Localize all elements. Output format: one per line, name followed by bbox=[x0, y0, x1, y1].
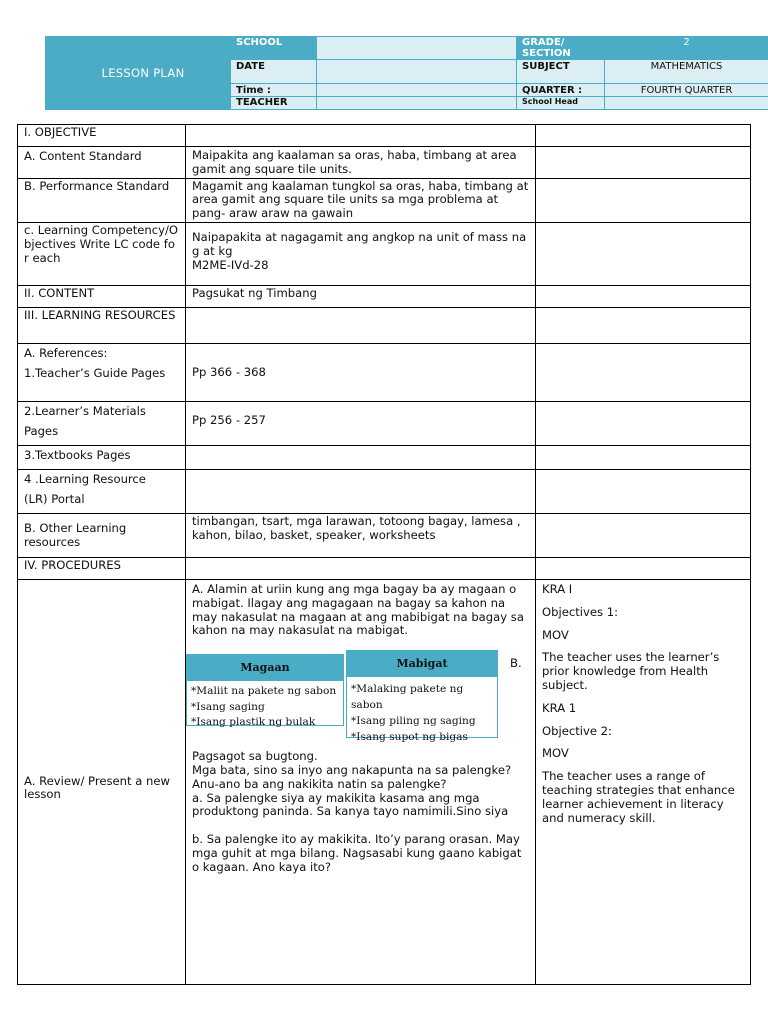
list-item: *Isang supot ng bigas bbox=[351, 731, 468, 744]
time-label: Time : bbox=[231, 84, 316, 96]
activity-a-text: A. Alamin at uriin kung ang mga bagay ba ay magaan o mabigat. Ilagay ang magagaan na bagay sa kahon na may nakasulat na magaan at ang mabibigat na bagay sa kahon na may nakasulat na mabigat. bbox=[192, 581, 524, 638]
table-row bbox=[18, 178, 751, 222]
other-resources-value: timbangan, tsart, mga larawan, totoong bagay, lamesa , kahon, bilao, basket, speaker, worksheets bbox=[186, 513, 536, 557]
table-row bbox=[18, 222, 751, 285]
kra-2-description: The teacher uses a range of teaching strategies that enhance learner achievement in literacy and numeracy skill. bbox=[542, 769, 735, 825]
date-field[interactable] bbox=[317, 60, 516, 83]
list-item: *Maliit na pakete ng sabon bbox=[191, 685, 337, 698]
time-field[interactable] bbox=[317, 84, 516, 96]
date-label: DATE bbox=[231, 60, 316, 83]
competency-label: c. Learning Competency/Objectives Write LC code for each bbox=[18, 222, 186, 285]
learners-materials-value: Pp 256 - 257 bbox=[186, 401, 536, 445]
grade-value: 2 bbox=[683, 37, 690, 48]
teacher-field[interactable] bbox=[317, 97, 516, 109]
quarter-value: FOURTH QUARTER bbox=[605, 84, 768, 96]
school-head-label: School Head bbox=[517, 97, 604, 109]
mov-2-label: MOV bbox=[542, 746, 569, 761]
list-item: *Isang piling ng saging bbox=[351, 715, 476, 728]
table-row bbox=[18, 401, 751, 445]
competency-value: Naipapakita at nagagamit ang angkop na unit of mass na g at kg bbox=[192, 229, 527, 258]
riddle-b: b. Sa palengke ito ay makikita. Ito’y parang orasan. May mga guhit at mga bilang. Nagsasabi kung gaano kabigat o kagaan. Ano kaya ito? bbox=[192, 832, 522, 874]
magaan-title: Magaan bbox=[187, 655, 343, 681]
content-label: II. CONTENT bbox=[18, 285, 186, 307]
table-row bbox=[18, 285, 751, 307]
textbooks-label: 3.Textbooks Pages bbox=[18, 445, 186, 469]
table-row bbox=[18, 125, 751, 147]
subject-label: SUBJECT bbox=[517, 60, 604, 83]
riddle-question-1: Mga bata, sino sa inyo ang nakapunta na sa palengke? bbox=[192, 762, 512, 777]
riddle-intro: Pagsagot sa bugtong. bbox=[192, 749, 318, 764]
table-row bbox=[18, 579, 751, 984]
performance-standard-label: B. Performance Standard bbox=[18, 178, 186, 222]
learning-resources-label: III. LEARNING RESOURCES bbox=[18, 307, 186, 343]
performance-standard-value: Magamit ang kaalaman tungkol sa oras, haba, timbang at area gamit ang square tile units sa mga problema at pang- araw araw na gawain bbox=[186, 178, 536, 222]
lesson-plan-table bbox=[17, 124, 751, 985]
teachers-guide-label: 1.Teacher’s Guide Pages bbox=[24, 365, 166, 380]
kra-1-heading: KRA I bbox=[542, 581, 573, 596]
mabigat-title: Mabigat bbox=[347, 651, 497, 677]
subject-value: MATHEMATICS bbox=[605, 60, 768, 83]
mov-1-label: MOV bbox=[542, 627, 569, 642]
riddle-question-2: Anu-ano ba ang nakikita natin sa palengke? bbox=[192, 776, 447, 791]
mabigat-box bbox=[346, 650, 498, 744]
teacher-label: TEACHER bbox=[231, 97, 316, 109]
lr-portal-sub-label: (LR) Portal bbox=[24, 491, 85, 506]
table-row bbox=[18, 469, 751, 513]
magaan-box bbox=[186, 654, 344, 729]
list-item: *Isang saging bbox=[191, 700, 265, 713]
school-field[interactable] bbox=[317, 37, 516, 59]
learners-materials-label: 2.Learner’s Materials bbox=[24, 403, 146, 418]
learners-materials-pages-label: Pages bbox=[24, 423, 59, 438]
objectives-1-label: Objectives 1: bbox=[542, 604, 618, 619]
table-row bbox=[18, 147, 751, 179]
content-standard-label: A. Content Standard bbox=[18, 147, 186, 179]
objective-label: I. OBJECTIVE bbox=[18, 125, 186, 147]
list-item: *Malaking pakete ng sabon bbox=[351, 683, 464, 712]
kra-1-description: The teacher uses the learner’s prior knowledge from Health subject. bbox=[542, 650, 720, 692]
procedures-label: IV. PROCEDURES bbox=[18, 557, 186, 579]
review-label: A. Review/ Present a new lesson bbox=[18, 579, 186, 984]
table-row bbox=[18, 445, 751, 469]
content-standard-value: Maipakita ang kaalaman sa oras, haba, timbang at area gamit ang square tile units. bbox=[186, 147, 536, 179]
school-label: SCHOOL bbox=[236, 37, 283, 48]
teachers-guide-value: Pp 366 - 368 bbox=[186, 343, 536, 401]
table-row bbox=[18, 513, 751, 557]
list-item: *Isang plastik ng bulak bbox=[191, 716, 316, 729]
lesson-plan-title: LESSON PLAN bbox=[101, 66, 185, 80]
grade-section-label: GRADE/ SECTION bbox=[522, 37, 571, 59]
b-marker: B. bbox=[510, 656, 522, 671]
table-row bbox=[18, 343, 751, 401]
references-label: A. References: bbox=[24, 345, 108, 360]
table-row bbox=[18, 557, 751, 579]
content-value: Pagsukat ng Timbang bbox=[186, 285, 536, 307]
objective-2-label: Objective 2: bbox=[542, 723, 612, 738]
quarter-label: QUARTER : bbox=[517, 84, 604, 96]
riddle-a: a. Sa palengke siya ay makikita kasama ang mga produktong paninda. Sa kanya tayo namimili.Sino siya bbox=[192, 790, 509, 819]
sorting-boxes bbox=[186, 654, 529, 744]
lr-portal-label: 4 .Learning Resource bbox=[24, 471, 146, 486]
other-resources-label: B. Other Learning resources bbox=[18, 513, 186, 557]
school-head-field[interactable] bbox=[605, 97, 768, 109]
kra-2-heading: KRA 1 bbox=[542, 700, 577, 715]
table-row bbox=[18, 307, 751, 343]
competency-code: M2ME-IVd-28 bbox=[192, 257, 269, 272]
